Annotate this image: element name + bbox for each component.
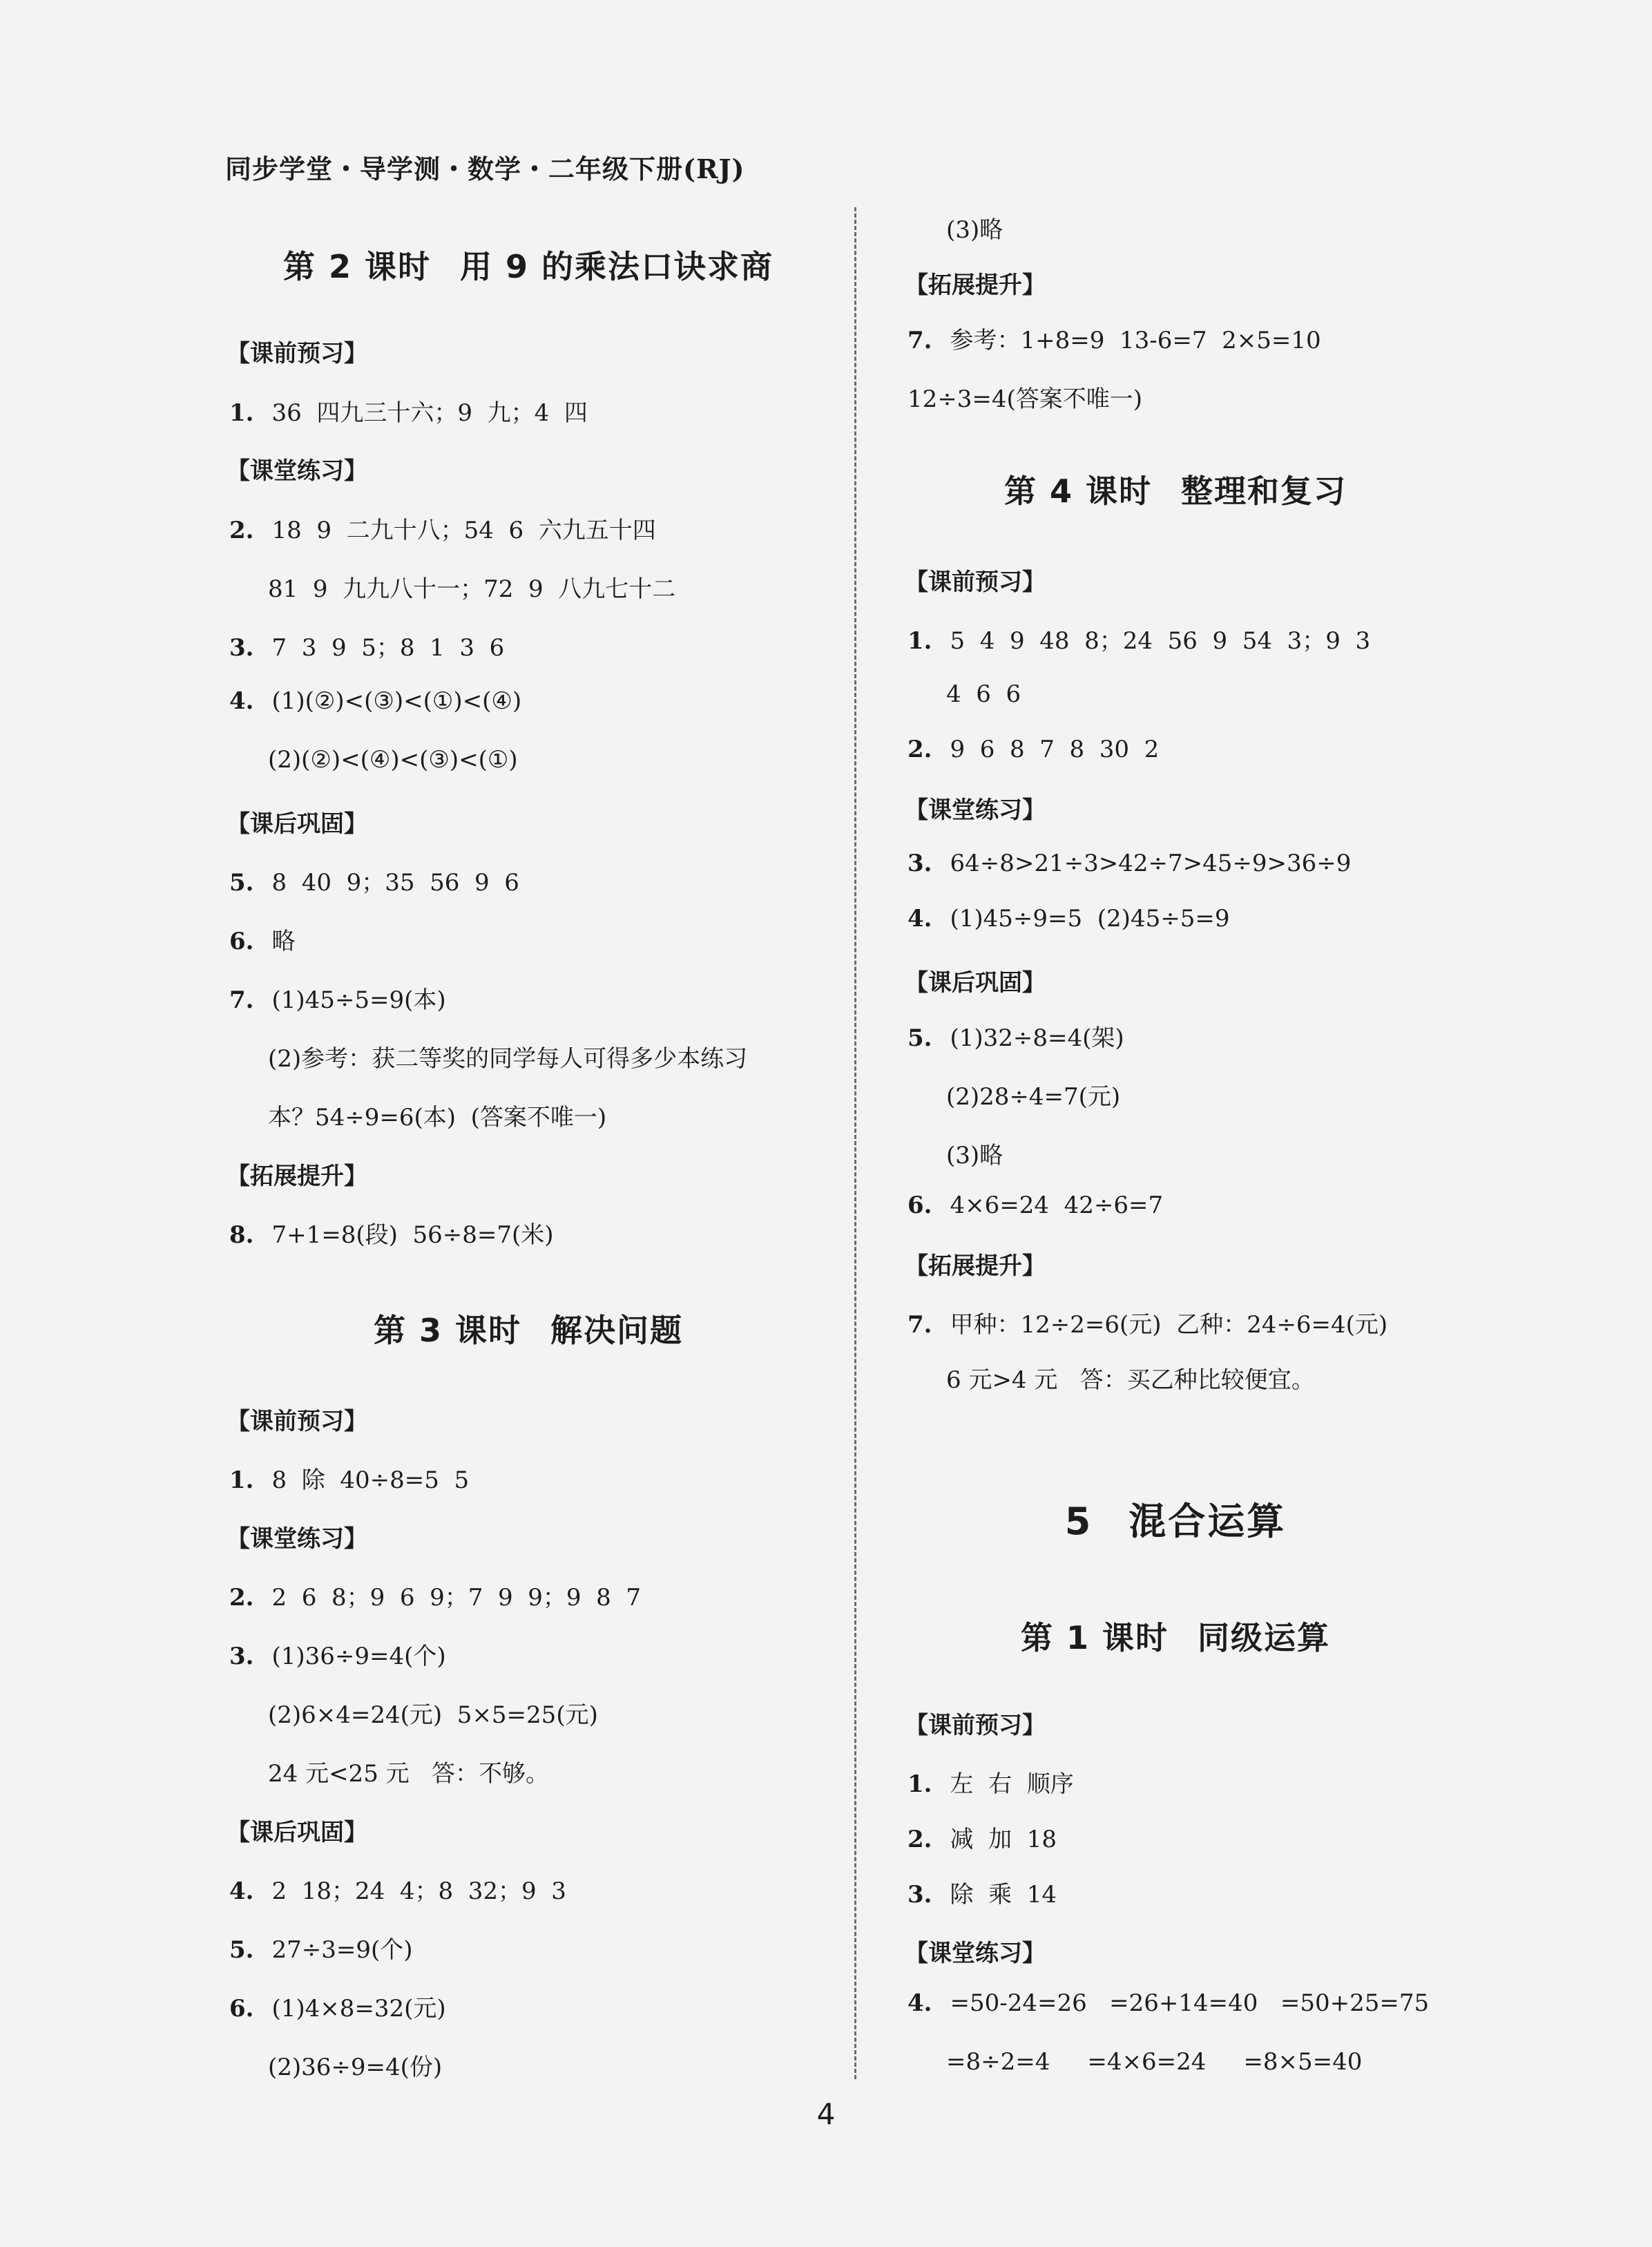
answer-line: 6. (1)4×8=32(元) bbox=[229, 1995, 446, 2023]
section-classwork: 【课堂练习】 bbox=[227, 457, 367, 485]
answer-line: 6. 4×6=24 42÷6=7 bbox=[907, 1192, 1164, 1219]
unit-5-title: 5 混合运算 bbox=[1064, 1500, 1287, 1543]
answer-line: 5. 8 40 9；35 56 9 6 bbox=[229, 869, 519, 897]
answer-line: 12÷3=4(答案不唯一) bbox=[907, 385, 1143, 413]
answer-line: (2)6×4=24(元) 5×5=25(元) bbox=[268, 1701, 598, 1729]
answer-line: 8. 7+1=8(段) 56÷8=7(米) bbox=[229, 1221, 554, 1249]
answer-line: (3)略 bbox=[946, 216, 1003, 244]
answer-line: =8÷2=4 =4×6=24 =8×5=40 bbox=[946, 2048, 1363, 2076]
running-header: 同步学堂・导学测・数学・二年级下册(RJ) bbox=[225, 153, 745, 184]
answer-line: 24 元<25 元 答：不够。 bbox=[268, 1760, 550, 1788]
answer-line: 4. (1)45÷9=5 (2)45÷5=9 bbox=[907, 905, 1230, 933]
section-homework: 【课后巩固】 bbox=[905, 969, 1046, 997]
answer-line: 4 6 6 bbox=[946, 680, 1021, 708]
answer-line: 1. 8 除 40÷8=5 5 bbox=[229, 1466, 470, 1494]
answer-line: 1. 左 右 顺序 bbox=[907, 1770, 1074, 1798]
answer-line: 3. 除 乘 14 bbox=[907, 1881, 1057, 1909]
answer-line: (2)36÷9=4(份) bbox=[268, 2054, 443, 2081]
answer-line: 2. 2 6 8；9 6 9；7 9 9；9 8 7 bbox=[229, 1584, 642, 1612]
section-preview: 【课前预习】 bbox=[905, 568, 1046, 596]
answer-line: 5. (1)32÷8=4(架) bbox=[907, 1024, 1124, 1052]
section-extension: 【拓展提升】 bbox=[227, 1163, 367, 1190]
section-preview: 【课前预习】 bbox=[227, 1408, 367, 1435]
section-extension: 【拓展提升】 bbox=[905, 1252, 1046, 1280]
answer-line: 2. 18 9 二九十八；54 6 六九五十四 bbox=[229, 517, 656, 544]
answer-line: (2)(②)<(④)<(③)<(①) bbox=[268, 746, 518, 774]
answer-line: 3. 7 3 9 5；8 1 3 6 bbox=[229, 634, 505, 662]
page-number: 4 bbox=[816, 2097, 836, 2131]
section-preview: 【课前预习】 bbox=[227, 340, 367, 367]
section-preview: 【课前预习】 bbox=[905, 1712, 1046, 1739]
answer-line: 5. 27÷3=9(个) bbox=[229, 1936, 413, 1964]
section-classwork: 【课堂练习】 bbox=[227, 1525, 367, 1553]
answer-line: (3)略 bbox=[946, 1142, 1003, 1169]
answer-line: (2)28÷4=7(元) bbox=[946, 1083, 1121, 1111]
answer-line: 7. 参考：1+8=9 13-6=7 2×5=10 bbox=[907, 327, 1321, 354]
answer-line: 81 9 九九八十一；72 9 八九七十二 bbox=[268, 575, 676, 603]
answer-line: 1. 36 四九三十六；9 九；4 四 bbox=[229, 399, 588, 427]
answer-line: 2. 9 6 8 7 8 30 2 bbox=[907, 736, 1160, 763]
answer-line: (2)参考：获二等奖的同学每人可得多少本练习 bbox=[268, 1045, 748, 1073]
section-classwork: 【课堂练习】 bbox=[905, 1940, 1046, 1967]
answer-line: 4. =50-24=26 =26+14=40 =50+25=75 bbox=[907, 1989, 1430, 2017]
left-column bbox=[221, 0, 836, 2247]
answer-line: 2. 减 加 18 bbox=[907, 1826, 1057, 1853]
answer-line: 6 元>4 元 答：买乙种比较便宜。 bbox=[946, 1366, 1315, 1394]
answer-line: 本？54÷9=6(本) (答案不唯一) bbox=[268, 1104, 607, 1131]
section-classwork: 【课堂练习】 bbox=[905, 796, 1046, 824]
lesson-2-title: 第 2 课时 用 9 的乘法口诀求商 bbox=[282, 248, 774, 285]
answer-line: 6. 略 bbox=[229, 928, 296, 955]
unit-5-lesson-1-title: 第 1 课时 同级运算 bbox=[1020, 1619, 1331, 1656]
answer-line: 7. 甲种：12÷2=6(元) 乙种：24÷6=4(元) bbox=[907, 1311, 1388, 1339]
answer-line: 4. 2 18；24 4；8 32；9 3 bbox=[229, 1877, 566, 1905]
answer-line: 3. (1)36÷9=4(个) bbox=[229, 1643, 446, 1670]
right-column bbox=[899, 0, 1452, 2247]
section-homework: 【课后巩固】 bbox=[227, 810, 367, 838]
section-extension: 【拓展提升】 bbox=[905, 271, 1046, 299]
column-divider bbox=[854, 207, 856, 2079]
answer-line: 7. (1)45÷5=9(本) bbox=[229, 986, 446, 1014]
lesson-3-title: 第 3 课时 解决问题 bbox=[373, 1312, 684, 1349]
answer-line: 4. (1)(②)<(③)<(①)<(④) bbox=[229, 687, 522, 715]
section-homework: 【课后巩固】 bbox=[227, 1819, 367, 1846]
lesson-4-title: 第 4 课时 整理和复习 bbox=[1003, 472, 1347, 510]
answer-line: 1. 5 4 9 48 8；24 56 9 54 3；9 3 bbox=[907, 627, 1371, 655]
answer-line: 3. 64÷8>21÷3>42÷7>45÷9>36÷9 bbox=[907, 850, 1352, 877]
